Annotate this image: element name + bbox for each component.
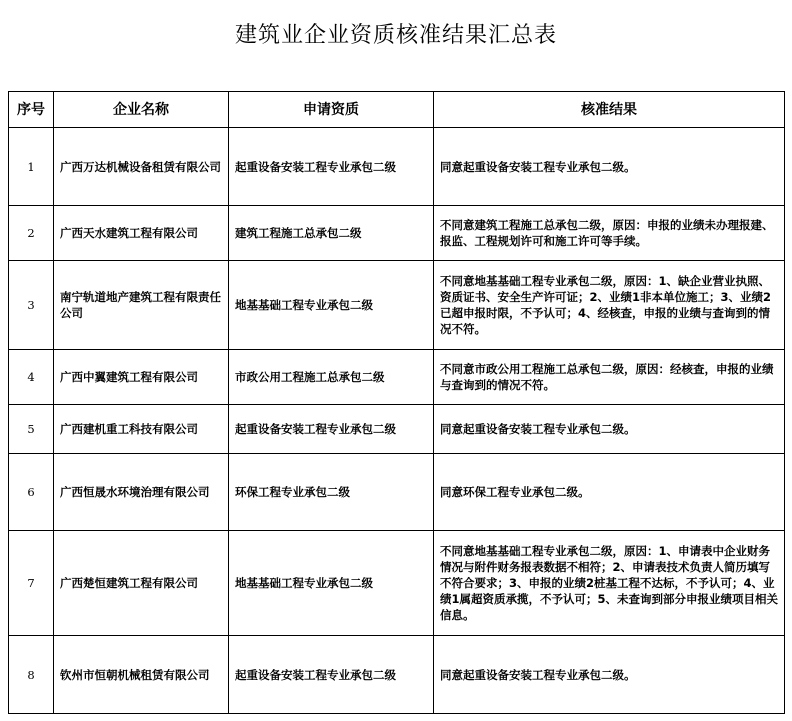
row-result: 同意起重设备安装工程专业承包二级。 bbox=[434, 636, 785, 714]
row-seq: 5 bbox=[9, 405, 54, 454]
table-row bbox=[9, 405, 785, 454]
row-qualification: 起重设备安装工程专业承包二级 bbox=[229, 636, 434, 714]
table-row bbox=[9, 454, 785, 531]
table-row bbox=[9, 636, 785, 714]
table-row bbox=[9, 350, 785, 405]
row-result: 同意环保工程专业承包二级。 bbox=[434, 454, 785, 531]
table-row bbox=[9, 261, 785, 350]
header-seq: 序号 bbox=[9, 92, 54, 128]
row-qualification: 起重设备安装工程专业承包二级 bbox=[229, 128, 434, 206]
row-qualification: 地基基础工程专业承包二级 bbox=[229, 531, 434, 636]
row-result: 不同意地基基础工程专业承包二级，原因：1、申请表中企业财务情况与附件财务报表数据不相符；2、申请表技术负责人简历填写不符合要求；3、申报的业绩2桩基工程不达标，不予认可；4、业绩1属超资质承揽，不予认可；5、未查询到部分申报业绩项目相关信息。 bbox=[434, 531, 785, 636]
header-company-name: 企业名称 bbox=[54, 92, 229, 128]
row-company-name: 广西建机重工科技有限公司 bbox=[54, 405, 229, 454]
row-qualification: 地基基础工程专业承包二级 bbox=[229, 261, 434, 350]
table-row bbox=[9, 206, 785, 261]
row-company-name: 广西天水建筑工程有限公司 bbox=[54, 206, 229, 261]
header-qualification: 申请资质 bbox=[229, 92, 434, 128]
header-result: 核准结果 bbox=[434, 92, 785, 128]
row-company-name: 钦州市恒朝机械租赁有限公司 bbox=[54, 636, 229, 714]
row-result: 同意起重设备安装工程专业承包二级。 bbox=[434, 405, 785, 454]
page-title: 建筑业企业资质核准结果汇总表 bbox=[234, 23, 557, 48]
approval-results-table bbox=[8, 91, 785, 714]
row-seq: 1 bbox=[9, 128, 54, 206]
table-header-row bbox=[9, 92, 785, 128]
row-company-name: 广西万达机械设备租赁有限公司 bbox=[54, 128, 229, 206]
row-company-name: 南宁轨道地产建筑工程有限责任公司 bbox=[54, 261, 229, 350]
row-company-name: 广西楚恒建筑工程有限公司 bbox=[54, 531, 229, 636]
row-qualification: 市政公用工程施工总承包二级 bbox=[229, 350, 434, 405]
row-seq: 4 bbox=[9, 350, 54, 405]
row-company-name: 广西恒晟水环境治理有限公司 bbox=[54, 454, 229, 531]
row-result: 不同意地基基础工程专业承包二级，原因：1、缺企业营业执照、资质证书、安全生产许可证；2、业绩1非本单位施工；3、业绩2已超申报时限，不予认可；4、经核查，申报的业绩与查询到的情况不符。 bbox=[434, 261, 785, 350]
row-company-name: 广西中翼建筑工程有限公司 bbox=[54, 350, 229, 405]
row-seq: 2 bbox=[9, 206, 54, 261]
row-qualification: 起重设备安装工程专业承包二级 bbox=[229, 405, 434, 454]
row-seq: 7 bbox=[9, 531, 54, 636]
row-seq: 3 bbox=[9, 261, 54, 350]
row-result: 不同意市政公用工程施工总承包二级，原因：经核查，申报的业绩与查询到的情况不符。 bbox=[434, 350, 785, 405]
table-row bbox=[9, 531, 785, 636]
row-result: 不同意建筑工程施工总承包二级，原因：申报的业绩未办理报建、报监、工程规划许可和施工许可等手续。 bbox=[434, 206, 785, 261]
row-seq: 6 bbox=[9, 454, 54, 531]
row-qualification: 建筑工程施工总承包二级 bbox=[229, 206, 434, 261]
row-result: 同意起重设备安装工程专业承包二级。 bbox=[434, 128, 785, 206]
table-row bbox=[9, 128, 785, 206]
row-qualification: 环保工程专业承包二级 bbox=[229, 454, 434, 531]
row-seq: 8 bbox=[9, 636, 54, 714]
